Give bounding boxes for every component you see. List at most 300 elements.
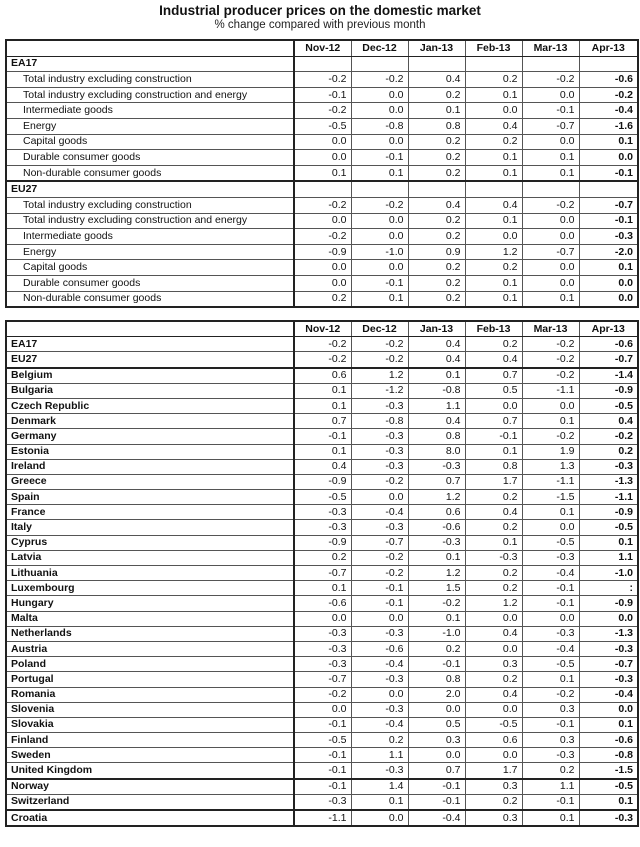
empty-cell	[294, 56, 351, 72]
value-cell: -0.2	[579, 429, 638, 444]
value-cell: -0.6	[579, 72, 638, 88]
value-cell: 0.0	[351, 687, 408, 702]
country-label: Denmark	[6, 414, 294, 429]
value-cell: 0.3	[522, 733, 579, 748]
value-cell: -0.1	[351, 275, 408, 291]
value-cell: 0.2	[408, 213, 465, 229]
value-cell: -0.1	[579, 213, 638, 229]
column-header: Mar-13	[522, 40, 579, 56]
table-row	[6, 429, 638, 444]
value-cell: -1.5	[579, 763, 638, 779]
value-cell: 0.7	[465, 368, 522, 384]
value-cell: 0.1	[465, 150, 522, 166]
value-cell: -0.3	[294, 505, 351, 520]
value-cell: 0.0	[294, 611, 351, 626]
value-cell: 0.1	[465, 165, 522, 181]
table-row	[6, 118, 638, 134]
table-row	[6, 596, 638, 611]
value-cell: -0.3	[579, 459, 638, 474]
value-cell: 0.4	[465, 687, 522, 702]
value-cell: -0.3	[351, 520, 408, 535]
value-cell: 0.1	[408, 611, 465, 626]
value-cell: -0.3	[351, 459, 408, 474]
value-cell: 0.1	[408, 550, 465, 565]
value-cell: 0.3	[408, 733, 465, 748]
value-cell: -0.1	[408, 794, 465, 810]
value-cell: -0.7	[579, 352, 638, 368]
column-header: Mar-13	[522, 321, 579, 337]
table-row	[6, 810, 638, 826]
table-row	[6, 459, 638, 474]
product-group-table	[5, 39, 639, 308]
value-cell: 0.0	[522, 87, 579, 103]
value-cell: 0.4	[408, 197, 465, 213]
value-cell: -0.3	[579, 810, 638, 826]
value-cell: -0.2	[294, 687, 351, 702]
country-label: Estonia	[6, 444, 294, 459]
value-cell: 0.0	[465, 748, 522, 763]
value-cell: -0.3	[351, 398, 408, 413]
page-subtitle: % change compared with previous month	[214, 19, 426, 31]
empty-cell	[579, 181, 638, 197]
value-cell: 2.0	[408, 687, 465, 702]
value-cell: -0.2	[351, 337, 408, 352]
value-cell: 0.4	[579, 414, 638, 429]
value-cell: -0.2	[294, 197, 351, 213]
country-label: Czech Republic	[6, 398, 294, 413]
value-cell: -0.9	[294, 244, 351, 260]
value-cell: -0.3	[351, 672, 408, 687]
country-table	[5, 320, 639, 827]
value-cell: 0.1	[579, 717, 638, 732]
value-cell: -1.0	[351, 244, 408, 260]
value-cell: -0.3	[522, 626, 579, 641]
value-cell: -0.4	[351, 717, 408, 732]
value-cell: -0.3	[579, 672, 638, 687]
group-header-row	[6, 181, 638, 197]
value-cell: 0.0	[294, 702, 351, 717]
value-cell: 1.1	[351, 748, 408, 763]
value-cell: -0.2	[522, 687, 579, 702]
value-cell: -1.1	[522, 474, 579, 489]
value-cell: 0.0	[294, 260, 351, 276]
value-cell: 0.0	[579, 611, 638, 626]
value-cell: 0.1	[522, 414, 579, 429]
value-cell: 0.2	[408, 229, 465, 245]
column-header: Jan-13	[408, 321, 465, 337]
table-row	[6, 733, 638, 748]
value-cell: -0.1	[408, 779, 465, 795]
value-cell: -0.4	[408, 810, 465, 826]
value-cell: 0.0	[579, 275, 638, 291]
value-cell: -0.6	[579, 733, 638, 748]
table-row	[6, 702, 638, 717]
table-row	[6, 368, 638, 384]
value-cell: -1.1	[579, 490, 638, 505]
table-row	[6, 103, 638, 119]
value-cell: -1.2	[351, 383, 408, 398]
table-row	[6, 414, 638, 429]
table-row	[6, 337, 638, 352]
value-cell: -0.9	[579, 383, 638, 398]
table-row	[6, 229, 638, 245]
value-cell: -0.8	[351, 414, 408, 429]
value-cell: 0.0	[351, 260, 408, 276]
value-cell: 1.1	[408, 398, 465, 413]
value-cell: -0.6	[579, 337, 638, 352]
value-cell: 8.0	[408, 444, 465, 459]
value-cell: -0.7	[351, 535, 408, 550]
value-cell: -0.2	[522, 72, 579, 88]
table-row	[6, 748, 638, 763]
value-cell: 0.6	[408, 505, 465, 520]
value-cell: -0.3	[294, 520, 351, 535]
value-cell: 0.1	[522, 810, 579, 826]
table-row	[6, 581, 638, 596]
value-cell: -0.1	[522, 794, 579, 810]
value-cell: 0.1	[294, 165, 351, 181]
value-cell: 0.1	[579, 134, 638, 150]
country-label: Lithuania	[6, 566, 294, 581]
value-cell: 0.0	[579, 150, 638, 166]
value-cell: -0.2	[351, 566, 408, 581]
value-cell: -0.1	[294, 717, 351, 732]
empty-cell	[465, 56, 522, 72]
value-cell: -0.3	[465, 550, 522, 565]
value-cell: -0.9	[579, 505, 638, 520]
value-cell: 0.0	[351, 810, 408, 826]
value-cell: 0.1	[522, 672, 579, 687]
table-row	[6, 197, 638, 213]
value-cell: 0.7	[408, 474, 465, 489]
row-label: Total industry excluding construction	[6, 72, 294, 88]
value-cell: 0.1	[522, 291, 579, 307]
value-cell: -0.3	[294, 794, 351, 810]
country-label: Switzerland	[6, 794, 294, 810]
value-cell: 1.4	[351, 779, 408, 795]
value-cell: -0.5	[294, 118, 351, 134]
value-cell: 0.0	[522, 611, 579, 626]
value-cell: -1.0	[579, 566, 638, 581]
country-label: EA17	[6, 337, 294, 352]
value-cell: 0.1	[465, 87, 522, 103]
value-cell: -1.1	[294, 810, 351, 826]
value-cell: 0.0	[294, 275, 351, 291]
value-cell: -0.2	[351, 474, 408, 489]
value-cell: 0.0	[522, 520, 579, 535]
header-label-cell	[6, 321, 294, 337]
table-row	[6, 794, 638, 810]
value-cell: 0.0	[465, 641, 522, 656]
group-label: EU27	[6, 181, 294, 197]
value-cell: -0.1	[465, 429, 522, 444]
value-cell: 0.2	[294, 291, 351, 307]
country-label: Finland	[6, 733, 294, 748]
value-cell: 0.3	[465, 810, 522, 826]
row-label: Intermediate goods	[6, 229, 294, 245]
value-cell: -0.3	[522, 550, 579, 565]
value-cell: -0.4	[522, 566, 579, 581]
country-label: Luxembourg	[6, 581, 294, 596]
value-cell: -0.1	[294, 763, 351, 779]
country-label: Romania	[6, 687, 294, 702]
column-header: Apr-13	[579, 40, 638, 56]
value-cell: -0.9	[579, 596, 638, 611]
column-header: Feb-13	[465, 40, 522, 56]
value-cell: -0.7	[522, 118, 579, 134]
value-cell: -0.7	[579, 657, 638, 672]
table-row	[6, 87, 638, 103]
value-cell: 0.0	[408, 702, 465, 717]
header-label-cell	[6, 40, 294, 56]
value-cell: 0.0	[465, 229, 522, 245]
value-cell: -0.1	[351, 581, 408, 596]
table-row	[6, 444, 638, 459]
table-row	[6, 672, 638, 687]
country-label: Germany	[6, 429, 294, 444]
value-cell: 0.4	[465, 197, 522, 213]
empty-cell	[351, 181, 408, 197]
table-row	[6, 260, 638, 276]
value-cell: 0.2	[465, 72, 522, 88]
value-cell: -1.0	[408, 626, 465, 641]
column-header: Nov-12	[294, 40, 351, 56]
value-cell: -0.2	[522, 429, 579, 444]
table-row	[6, 687, 638, 702]
value-cell: 0.2	[408, 134, 465, 150]
table-row	[6, 626, 638, 641]
value-cell: 1.7	[465, 474, 522, 489]
value-cell: 0.2	[408, 87, 465, 103]
row-label: Non-durable consumer goods	[6, 165, 294, 181]
value-cell: 0.2	[351, 733, 408, 748]
table-row	[6, 535, 638, 550]
value-cell: 0.2	[465, 134, 522, 150]
value-cell: 0.6	[465, 733, 522, 748]
value-cell: -2.0	[579, 244, 638, 260]
value-cell: 0.1	[294, 581, 351, 596]
value-cell: -1.1	[522, 383, 579, 398]
country-label: Sweden	[6, 748, 294, 763]
value-cell: -0.9	[294, 535, 351, 550]
value-cell: 0.0	[351, 134, 408, 150]
value-cell: -0.2	[522, 197, 579, 213]
table-row	[6, 213, 638, 229]
country-label: Norway	[6, 779, 294, 795]
column-header: Feb-13	[465, 321, 522, 337]
country-label: Netherlands	[6, 626, 294, 641]
table-row	[6, 474, 638, 489]
country-label: EU27	[6, 352, 294, 368]
value-cell: 0.1	[351, 165, 408, 181]
value-cell: 0.4	[408, 352, 465, 368]
value-cell: 0.1	[294, 383, 351, 398]
value-cell: -0.5	[579, 779, 638, 795]
country-label: Slovakia	[6, 717, 294, 732]
table-row	[6, 717, 638, 732]
value-cell: 1.7	[465, 763, 522, 779]
value-cell: -0.1	[294, 429, 351, 444]
value-cell: 0.0	[294, 150, 351, 166]
value-cell: 0.8	[408, 429, 465, 444]
value-cell: 0.2	[465, 520, 522, 535]
value-cell: 1.3	[522, 459, 579, 474]
country-label: Italy	[6, 520, 294, 535]
value-cell: -0.3	[579, 229, 638, 245]
value-cell: 0.1	[465, 444, 522, 459]
value-cell: 0.2	[408, 165, 465, 181]
value-cell: 0.1	[465, 275, 522, 291]
value-cell: 0.2	[465, 794, 522, 810]
value-cell: 0.1	[579, 794, 638, 810]
table-row	[6, 150, 638, 166]
value-cell: 0.6	[294, 368, 351, 384]
value-cell: 0.1	[408, 103, 465, 119]
value-cell: 0.2	[294, 550, 351, 565]
country-label: Portugal	[6, 672, 294, 687]
value-cell: 0.4	[465, 352, 522, 368]
value-cell: -0.2	[294, 229, 351, 245]
value-cell: 0.0	[579, 291, 638, 307]
value-cell: 0.8	[408, 672, 465, 687]
value-cell: 0.3	[465, 779, 522, 795]
table-row	[6, 352, 638, 368]
value-cell: -0.1	[579, 165, 638, 181]
value-cell: 0.0	[294, 213, 351, 229]
value-cell: 0.0	[522, 260, 579, 276]
value-cell: -0.1	[294, 87, 351, 103]
empty-cell	[579, 56, 638, 72]
value-cell: -0.2	[408, 596, 465, 611]
value-cell: -0.3	[351, 444, 408, 459]
value-cell: 0.1	[465, 213, 522, 229]
value-cell: 0.1	[351, 291, 408, 307]
value-cell: -1.5	[522, 490, 579, 505]
value-cell: 0.2	[465, 260, 522, 276]
value-cell: 0.4	[294, 459, 351, 474]
value-cell: 0.0	[351, 611, 408, 626]
value-cell: -0.7	[579, 197, 638, 213]
value-cell: -0.6	[294, 596, 351, 611]
column-header: Apr-13	[579, 321, 638, 337]
value-cell: 0.1	[522, 505, 579, 520]
table-row	[6, 550, 638, 565]
row-label: Durable consumer goods	[6, 150, 294, 166]
value-cell: 0.1	[351, 794, 408, 810]
column-header: Nov-12	[294, 321, 351, 337]
country-label: Croatia	[6, 810, 294, 826]
value-cell: 0.0	[579, 702, 638, 717]
value-cell: 0.9	[408, 244, 465, 260]
value-cell: 0.1	[522, 165, 579, 181]
value-cell: 0.0	[465, 702, 522, 717]
country-label: Ireland	[6, 459, 294, 474]
value-cell: -0.6	[351, 641, 408, 656]
value-cell: 0.2	[579, 444, 638, 459]
column-header: Dec-12	[351, 40, 408, 56]
value-cell: 1.2	[408, 490, 465, 505]
value-cell: -0.1	[351, 150, 408, 166]
value-cell: -0.1	[522, 103, 579, 119]
value-cell: -0.4	[522, 641, 579, 656]
value-cell: 0.0	[351, 229, 408, 245]
value-cell: 0.2	[522, 763, 579, 779]
row-label: Total industry excluding construction	[6, 197, 294, 213]
value-cell: :	[579, 581, 638, 596]
value-cell: 0.8	[408, 118, 465, 134]
empty-cell	[408, 181, 465, 197]
value-cell: 0.2	[465, 566, 522, 581]
empty-cell	[465, 181, 522, 197]
value-cell: 0.2	[408, 291, 465, 307]
country-label: Slovenia	[6, 702, 294, 717]
empty-cell	[522, 181, 579, 197]
value-cell: -0.2	[294, 337, 351, 352]
group-header-row	[6, 56, 638, 72]
value-cell: -1.3	[579, 474, 638, 489]
row-label: Intermediate goods	[6, 103, 294, 119]
value-cell: 0.0	[351, 87, 408, 103]
value-cell: 0.0	[522, 134, 579, 150]
value-cell: -0.4	[579, 687, 638, 702]
country-label: Spain	[6, 490, 294, 505]
table-row	[6, 165, 638, 181]
value-cell: 0.4	[408, 414, 465, 429]
empty-cell	[408, 56, 465, 72]
country-label: Bulgaria	[6, 383, 294, 398]
value-cell: 0.1	[579, 260, 638, 276]
table-row	[6, 134, 638, 150]
column-header: Jan-13	[408, 40, 465, 56]
value-cell: -0.6	[408, 520, 465, 535]
value-cell: -0.2	[351, 352, 408, 368]
value-cell: 0.0	[465, 398, 522, 413]
value-cell: 1.5	[408, 581, 465, 596]
table-row	[6, 763, 638, 779]
country-label: United Kingdom	[6, 763, 294, 779]
value-cell: 0.0	[522, 229, 579, 245]
value-cell: 1.2	[351, 368, 408, 384]
row-label: Energy	[6, 118, 294, 134]
row-label: Durable consumer goods	[6, 275, 294, 291]
value-cell: -0.3	[351, 702, 408, 717]
value-cell: -0.1	[522, 717, 579, 732]
value-cell: -0.3	[408, 459, 465, 474]
value-cell: -0.5	[522, 657, 579, 672]
value-cell: 0.5	[408, 717, 465, 732]
value-cell: -0.8	[579, 748, 638, 763]
value-cell: -0.2	[351, 197, 408, 213]
value-cell: 0.5	[465, 383, 522, 398]
value-cell: -0.2	[522, 337, 579, 352]
row-label: Capital goods	[6, 134, 294, 150]
value-cell: 0.1	[294, 398, 351, 413]
value-cell: 0.0	[522, 213, 579, 229]
value-cell: 0.1	[408, 368, 465, 384]
value-cell: -0.3	[579, 641, 638, 656]
value-cell: -1.6	[579, 118, 638, 134]
value-cell: 0.1	[465, 535, 522, 550]
country-label: Cyprus	[6, 535, 294, 550]
value-cell: -0.4	[351, 505, 408, 520]
value-cell: -0.2	[522, 368, 579, 384]
value-cell: 0.7	[408, 763, 465, 779]
value-cell: -1.4	[579, 368, 638, 384]
value-cell: 0.1	[522, 150, 579, 166]
row-label: Non-durable consumer goods	[6, 291, 294, 307]
row-label: Total industry excluding construction and energy	[6, 213, 294, 229]
table-row	[6, 291, 638, 307]
